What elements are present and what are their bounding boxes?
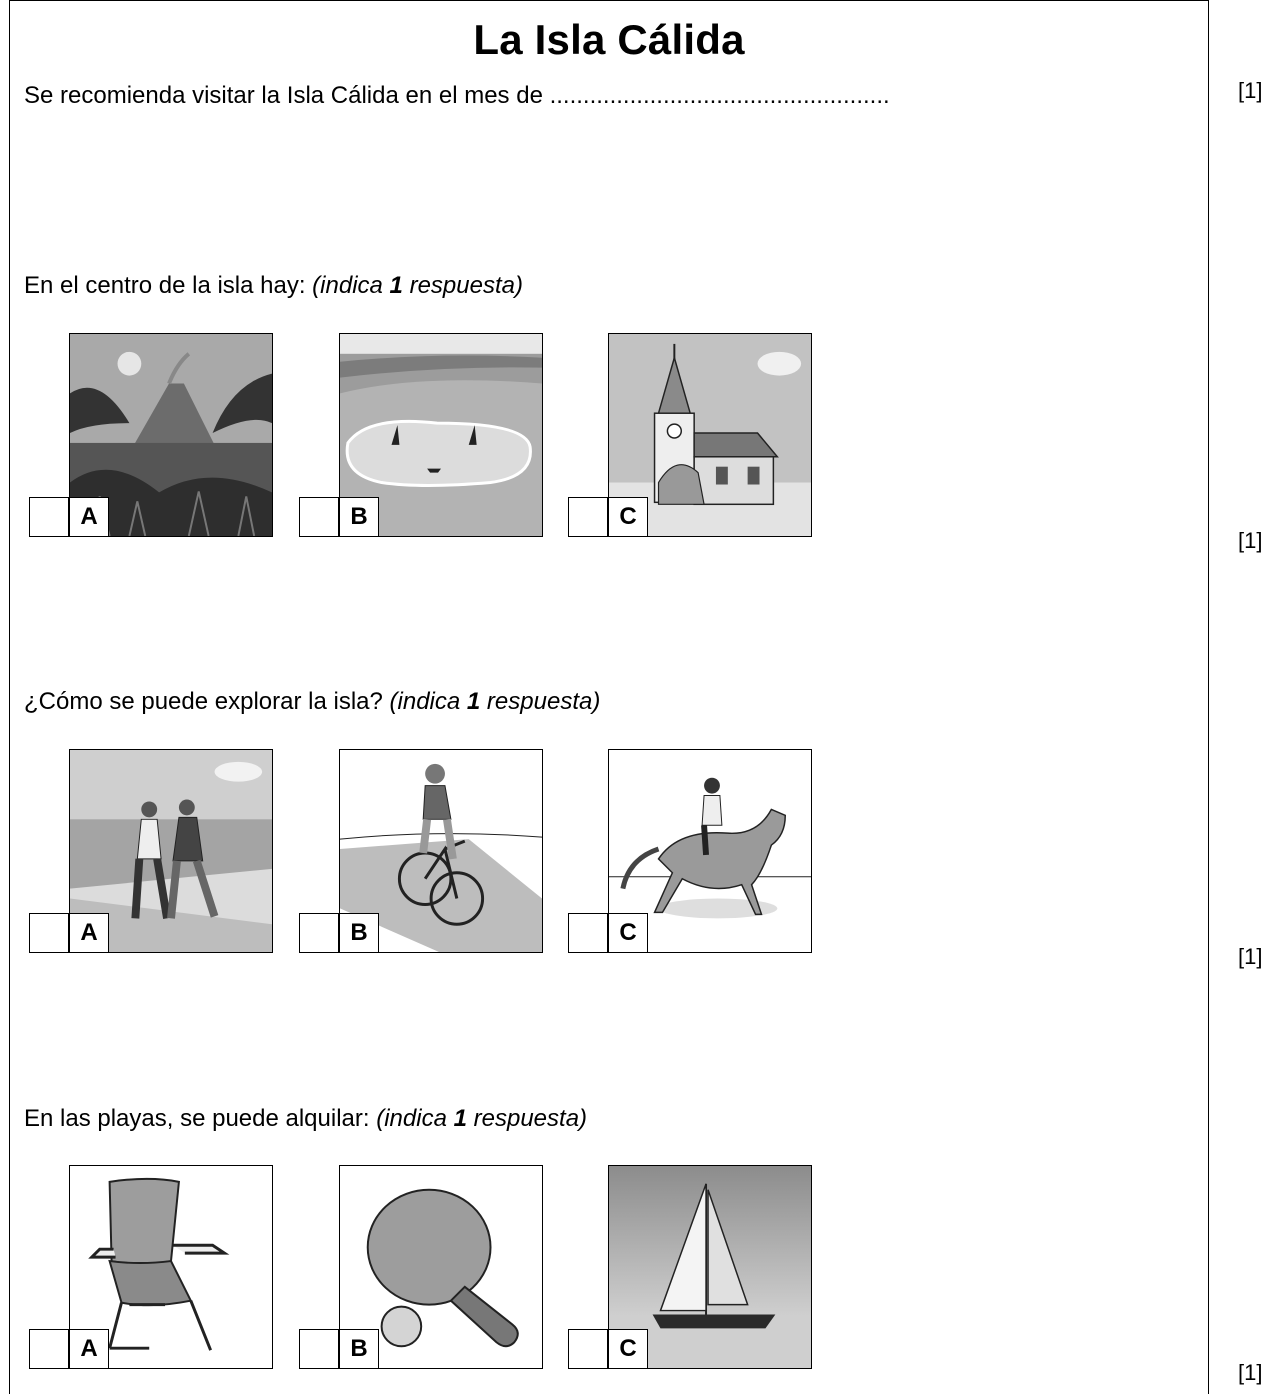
question-2	[24, 272, 523, 300]
question-1-text: Se recomienda visitar la Isla Cálida en el mes de ...................................................	[24, 82, 890, 109]
option-checkbox-b[interactable]	[299, 913, 339, 953]
option-checkbox-a[interactable]	[29, 1329, 69, 1369]
question-4-text: En las playas, se puede alquilar:	[24, 1105, 370, 1132]
question-3	[24, 688, 600, 716]
option-checkbox-b[interactable]	[299, 497, 339, 537]
question-3-text: ¿Cómo se puede explorar la isla?	[24, 688, 383, 715]
option-letter-c: C	[608, 1329, 648, 1369]
question-1-mark: [1]	[1238, 78, 1263, 103]
option-checkbox-c[interactable]	[568, 1329, 608, 1369]
option-checkbox-a[interactable]	[29, 497, 69, 537]
option-letter-b: B	[339, 497, 379, 537]
option-letter-a: A	[69, 497, 109, 537]
question-4-instruction: (indica 1 respuesta)	[376, 1105, 588, 1132]
option-letter-a: A	[69, 1329, 109, 1369]
question-2-instruction: (indica 1 respuesta)	[312, 272, 523, 299]
option-checkbox-c[interactable]	[568, 913, 608, 953]
option-letter-c: C	[608, 913, 648, 953]
option-checkbox-b[interactable]	[299, 1329, 339, 1369]
question-1	[24, 82, 890, 110]
question-3-mark: [1]	[1238, 944, 1263, 969]
option-checkbox-a[interactable]	[29, 913, 69, 953]
question-4-mark: [1]	[1238, 1360, 1263, 1385]
option-letter-c: C	[608, 497, 648, 537]
page-title: La Isla Cálida	[473, 16, 745, 63]
option-checkbox-c[interactable]	[568, 497, 608, 537]
question-2-text: En el centro de la isla hay:	[24, 272, 306, 299]
option-letter-b: B	[339, 1329, 379, 1369]
question-3-instruction: (indica 1 respuesta)	[389, 688, 601, 715]
question-2-mark: [1]	[1238, 528, 1263, 553]
option-letter-b: B	[339, 913, 379, 953]
question-4	[24, 1105, 587, 1133]
option-letter-a: A	[69, 913, 109, 953]
